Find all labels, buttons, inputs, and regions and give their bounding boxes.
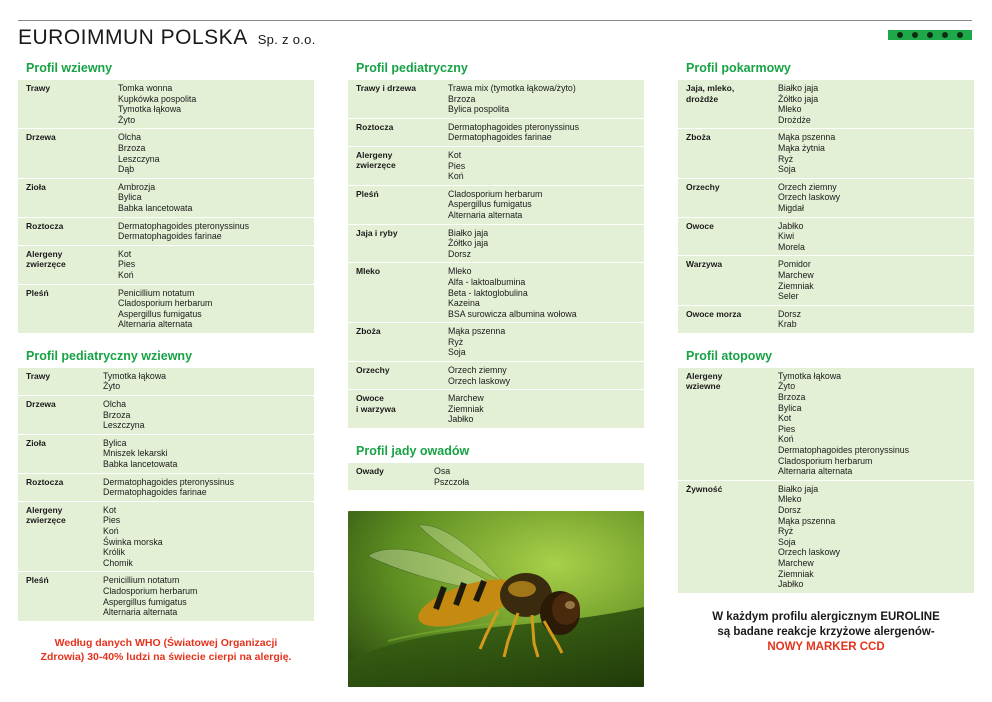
row-items: Osa Pszczoła [434,466,470,487]
table-row [678,218,974,257]
row-items: Mleko Alfa - laktoalbumina Beta - laktoglobulina Kazeina BSA surowicza albumina wołowa [448,266,577,319]
row-category: Trawy i drzewa [356,83,416,93]
row-items: Ambrozja Bylica Babka lancetowata [118,181,193,213]
row-items: Białko jaja Żółtko jaja Dorsz [448,227,489,259]
section-title-wziewny: Profil wziewny [26,61,113,75]
table-row [18,572,314,621]
euroimmun-logo-icon [888,30,972,40]
row-category: Drzewa [26,399,56,410]
table-row [18,80,314,129]
row-items: Dorsz Krab [778,308,801,330]
closing-line-1: W każdym profilu alergicznym EUROLINE [712,610,940,623]
row-items: Tymotka łąkowa Żyto [103,370,167,392]
column-right [678,60,974,655]
row-items: Białko jaja Mleko Dorsz Mąka pszenna Ryż Soja Orzech laskowy Marchew Ziemniak Jabłko [778,483,841,590]
table-row [348,119,644,147]
table-row [348,323,644,362]
table-row [18,129,314,178]
row-items: Cladosporium herbarum Aspergillus fumigatus Alternaria alternata [448,188,543,220]
row-items: Kot Pies Koń Świnka morska Królik Chomik [103,504,163,568]
row-items: Kot Pies Koń [448,149,466,182]
table-profil-jady [348,463,644,491]
row-category: Zboża [356,326,381,337]
table-row [348,362,644,390]
table-row [678,80,974,129]
row-category: Zboża [686,132,711,143]
row-items: Dermatophagoides pteronyssinus Dermatophagoides farinae [448,121,580,143]
row-items: Tomka wonna Kupkówka pospolita Tymotka łąkowa Żyto [118,83,197,125]
row-items: Bylica Mniszek lekarski Babka lancetowata [103,437,178,470]
table-row [348,225,644,264]
row-items: Tymotka łąkowa Żyto Brzoza Bylica Kot Pies Koń Dermatophagoides pteronyssinus Cladosporium herbarum Alternaria alternata [778,370,910,477]
section-title-pokarmowy: Profil pokarmowy [686,61,791,75]
row-items: Trawa mix (tymotka łąkowa/żyto) Brzoza Bylica pospolita [448,83,576,115]
row-category: Owoce morza [686,308,742,319]
table-row [348,390,644,429]
closing-note [678,610,974,655]
row-category: Pleśń [26,287,49,298]
row-category: Drzewa [26,132,56,143]
table-profil-pediatryczny-wziewny [18,368,314,622]
row-category: Orzechy [356,365,390,376]
table-row [678,368,974,481]
table-row [18,246,314,285]
table-row [678,179,974,218]
row-items: Białko jaja Żółtko jaja Mleko Drożdże [778,83,819,125]
table-row [678,306,974,334]
table-row [348,80,644,119]
table-row [18,368,314,396]
row-category: Żywność [686,483,723,494]
table-row [348,263,644,323]
row-category: Roztocza [26,476,64,487]
row-items: Orzech ziemny Orzech laskowy [448,365,511,386]
row-category: Trawy [26,370,51,381]
top-divider [18,20,972,21]
row-category: Jaja, mleko, drożdże [686,83,735,104]
table-profil-pokarmowy [678,80,974,334]
section-title-ped-wziewny: Profil pediatryczny wziewny [26,348,193,363]
table-row [18,179,314,218]
table-row [18,435,314,474]
row-category: Alergeny zwierzęce [356,149,396,171]
hoverfly-icon [348,511,644,687]
row-items: Dermatophagoides pteronyssinus Dermatophagoides farinae [103,476,235,498]
brand-name: EUROIMMUN POLSKA [18,26,248,49]
row-items: Pomidor Marchew Ziemniak Seler [778,259,814,302]
row-category: Warzywa [686,259,723,270]
row-category: Zioła [26,181,46,192]
row-items: Orzech ziemny Orzech laskowy Migdał [778,181,841,213]
row-category: Pleśń [356,188,379,199]
row-category: Pleśń [26,575,49,586]
table-row [18,502,314,573]
table-row [18,396,314,435]
section-title-atopowy: Profil atopowy [686,348,773,363]
row-items: Jabłko Kiwi Morela [778,220,805,252]
row-items: Olcha Brzoza Leszczyna [103,399,145,431]
section-title-jady: Profil jady owadów [356,444,470,459]
row-items: Mąka pszenna Mąka żytnia Ryż Soja [778,132,836,175]
hoverfly-photo [348,511,644,687]
row-category: Owoce i warzywa [356,393,396,414]
row-items: Olcha Brzoza Leszczyna Dąb [118,132,160,175]
row-category: Roztocza [356,121,394,132]
section-title-pediatryczny: Profil pediatryczny [356,61,468,75]
table-row [678,481,974,594]
row-category: Owady [356,466,384,477]
table-profil-pediatryczny [348,80,644,429]
table-row [348,147,644,186]
row-items: Kot Pies Koń [118,248,136,280]
row-category: Owoce [686,220,714,231]
row-items: Mąka pszenna Ryż Soja [448,326,506,358]
table-row [348,463,644,491]
table-profil-atopowy [678,368,974,594]
row-category: Trawy [26,83,51,93]
table-row [18,218,314,246]
column-middle [348,60,644,687]
table-row [18,474,314,502]
row-category: Orzechy [686,181,720,192]
column-left [18,60,314,664]
row-category: Alergeny wziewne [686,370,723,392]
row-items: Penicillium notatum Cladosporium herbarum Aspergillus fumigatus Alternaria alternata [118,287,213,330]
row-category: Zioła [26,437,46,448]
row-category: Alergeny zwierzęce [26,504,66,526]
header [18,26,316,50]
brand-suffix: Sp. z o.o. [257,32,316,47]
table-row [678,129,974,178]
table-profil-wziewny [18,80,314,334]
closing-line-3: NOWY MARKER CCD [767,640,885,653]
closing-line-2: są badane reakcje krzyżowe alergenów- [717,625,935,638]
row-category: Jaja i ryby [356,227,398,238]
who-note: Według danych WHO (Światowej Organizacji Zdrowia) 30-40% ludzi na świecie cierpi na alergię. [40,636,292,663]
row-items: Marchew Ziemniak Jabłko [448,393,484,425]
table-row [678,256,974,305]
row-category: Alergeny zwierzęce [26,248,66,270]
table-row [18,285,314,334]
table-row [348,186,644,225]
row-category: Mleko [356,266,381,277]
row-items: Dermatophagoides pteronyssinus Dermatophagoides farinae [118,220,250,242]
row-items: Penicillium notatum Cladosporium herbarum Aspergillus fumigatus Alternaria alternata [103,575,198,618]
row-category: Roztocza [26,220,64,231]
